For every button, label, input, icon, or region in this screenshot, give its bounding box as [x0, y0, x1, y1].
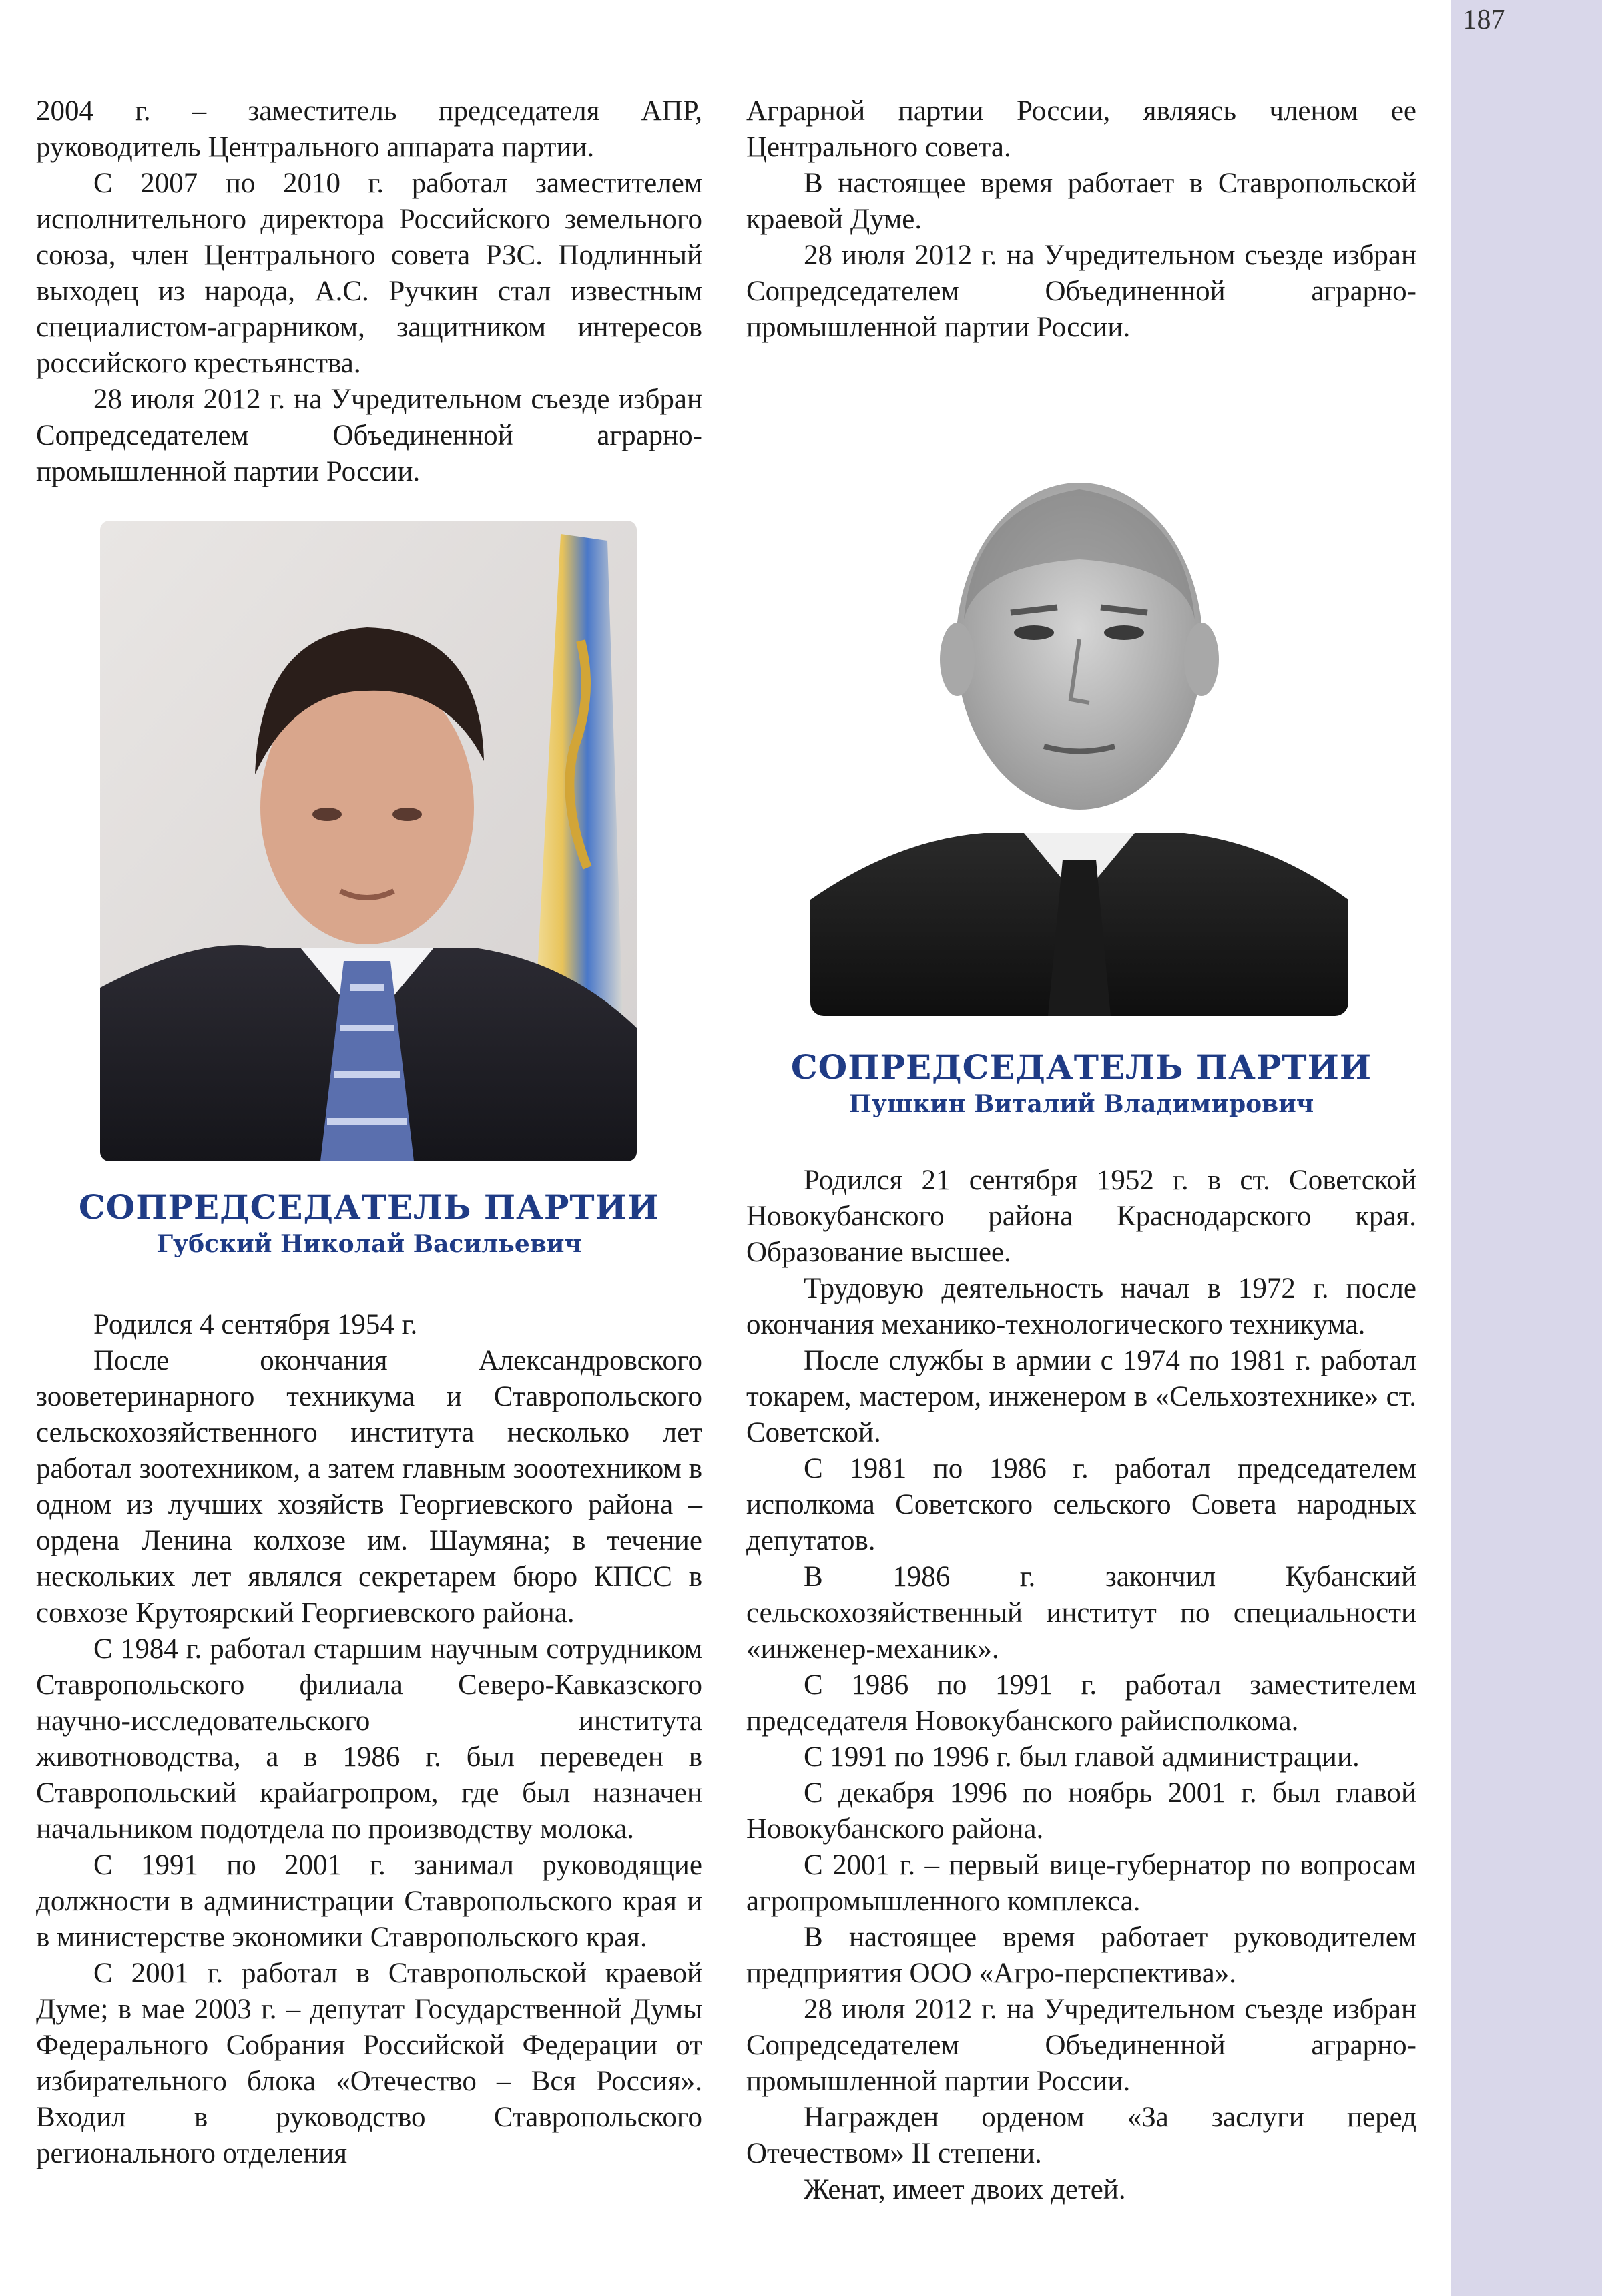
page-margin-band: [1451, 0, 1602, 2296]
paragraph: В настоящее время работает руководителем предприятия ООО «Агро-перспектива».: [746, 1922, 1416, 1989]
left-profile-text: [36, 1307, 702, 2172]
paragraph: 28 июля 2012 г. на Учредительном съезде избран Сопредседателем Объединенной аграрно-промышленной партии России.: [36, 384, 702, 487]
profile-heading-pushkin: [746, 1047, 1416, 1120]
page-number: 187: [1462, 5, 1505, 35]
paragraph: С 1981 по 1986 г. работал председателем исполкома Советского сельского Совета народных депутатов.: [746, 1453, 1416, 1556]
paragraph: 28 июля 2012 г. на Учредительном съезде избран Сопредседателем Объединенной аграрно-промышленной партии России.: [746, 1994, 1416, 2097]
right-profile-text: [746, 1163, 1416, 2208]
profile-title: СОПРЕДСЕДАТЕЛЬ ПАРТИИ: [790, 1047, 1372, 1087]
paragraph: С 1984 г. работал старшим научным сотрудником Ставропольского филиала Северо-Кавказского научно-исследовательского института животноводства, а в 1986 г. был переведен в Ставропольский крайагропром, где был назначен начальником подотдела по производству молока.: [36, 1633, 702, 1845]
portrait-photo-pushkin: [810, 433, 1348, 1016]
paragraph: С 2001 г. работал в Ставропольской краевой Думе; в мае 2003 г. – депутат Государственной Думы Федерального Собрания Российской Федерации от избирательного блока «Отечество – Вся Россия». Входил в руководство Ставропольского регионального отделения: [36, 1958, 702, 2169]
left-top-text: [36, 93, 702, 490]
paragraph: С декабря 1996 по ноябрь 2001 г. был главой Новокубанского района.: [746, 1777, 1416, 1845]
paragraph: Женат, имеет двоих детей.: [804, 2174, 1126, 2205]
profile-name: Губский Николай Васильевич: [156, 1230, 582, 1258]
profile-heading-gubsky: [36, 1187, 702, 1260]
paragraph: После службы в армии с 1974 по 1981 г. работал токарем, мастером, инженером в «Сельхозтехнике» ст. Советской.: [746, 1345, 1416, 1448]
paragraph: С 1986 по 1991 г. работал заместителем председателя Новокубанского райисполкома.: [746, 1669, 1416, 1737]
right-top-text: [746, 93, 1416, 346]
paragraph: 28 июля 2012 г. на Учредительном съезде избран Сопредседателем Объединенной аграрно-промышленной партии России.: [746, 240, 1416, 343]
paragraph: В настоящее время работает в Ставропольской краевой Думе.: [746, 168, 1416, 235]
paragraph: С 1991 по 2001 г. занимал руководящие должности в администрации Ставропольского края и в министерстве экономики Ставропольского края.: [36, 1849, 702, 1953]
profile-name: Пушкин Виталий Владимирович: [848, 1090, 1314, 1118]
paragraph: В 1986 г. закончил Кубанский сельскохозяйственный институт по специальности «инженер-механик».: [746, 1561, 1416, 1665]
profile-title: СОПРЕДСЕДАТЕЛЬ ПАРТИИ: [78, 1187, 660, 1227]
paragraph: Награжден орденом «За заслуги перед Отечеством» II степени.: [746, 2102, 1416, 2169]
paragraph: С 2007 по 2010 г. работал заместителем исполнительного директора Российского земельного союза, член Центрального совета РЗС. Подлинный выходец из народа, А.С. Ручкин стал известным специалистом-аграрником, защитником интересов российского крестьянства.: [36, 168, 702, 379]
paragraph: Трудовую деятельность начал в 1972 г. после окончания механико-технологического техникума.: [746, 1273, 1416, 1340]
paragraph: Родился 4 сентября 1954 г.: [93, 1309, 418, 1340]
paragraph: 2004 г. – заместитель председателя АПР, руководитель Центрального аппарата партии.: [36, 95, 702, 163]
portrait-photo-gubsky: [100, 521, 637, 1161]
paragraph: С 2001 г. – первый вице-губернатор по вопросам агропромышленного комплекса.: [746, 1849, 1416, 1917]
paragraph: После окончания Александровского зооветеринарного техникума и Ставропольского сельскохозяйственного института несколько лет работал зоотехником, а затем главным зооотехником в одном из лучших хозяйств Георгиевского района – ордена Ленина колхозе им. Шаумяна; в течение нескольких лет являлся секретарем бюро КПСС в совхозе Крутоярский Георгиевского района.: [36, 1345, 702, 1629]
paragraph: Родился 21 сентября 1952 г. в ст. Советской Новокубанского района Краснодарского края. Образование высшее.: [746, 1165, 1416, 1268]
paragraph: С 1991 по 1996 г. был главой администрации.: [804, 1741, 1360, 1773]
paragraph: Аграрной партии России, являясь членом ее Центрального совета.: [746, 95, 1416, 163]
